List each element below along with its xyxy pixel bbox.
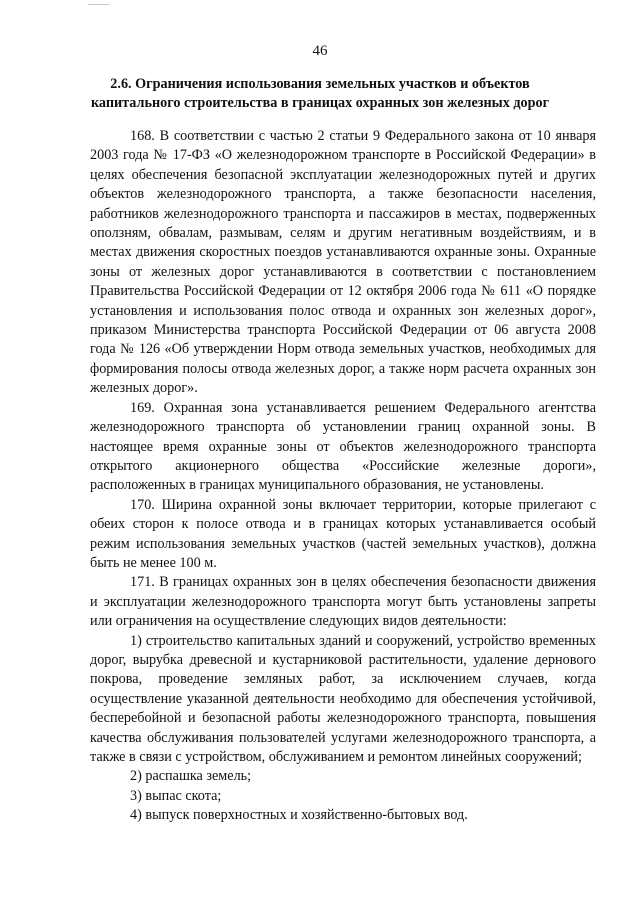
- paragraph-171: 171. В границах охранных зон в целях обеспечения безопасности движения и эксплуатации железнодорожного транспорта могут быть установлены запреты или ограничения на осуществление следующих видов деятельности:: [90, 574, 596, 630]
- section-title: 2.6. Ограничения использования земельных участков и объектов капитального строительства в границах охранных зон железных дорог: [90, 76, 550, 111]
- list-item-2: 2) распашка земель;: [130, 768, 252, 785]
- paragraph-168: 168. В соответствии с частью 2 статьи 9 Федерального закона от 10 января 2003 года № 17-ФЗ «О железнодорожном транспорте в Российской Федерации» в целях обеспечения безопасной эксплуатации железнодорожных путей и других объектов железнодорожного транспорта, а также безопасности населения, работников железнодорожного транспорта и пассажиров в местах, подверженных оползням, обвалам, размывам, селям и другим негативным воздействиям, и в местах движения скоростных поездов устанавливаются охранные зоны. Охранные зоны от железных дорог устанавливаются в соответствии с постановлением Правительства Российской Федерации от 12 октября 2006 года № 611 «О порядке установления и использования полос отвода и охранных зон железных дорог», приказом Министерства транспорта Российской Федерации от 06 августа 2008 года № 126 «Об утверждении Норм отвода земельных участков, необходимых для формирования полосы отвода железных дорог, а также норм расчета охранных зон железных дорог».: [90, 128, 596, 397]
- paragraph-170: 170. Ширина охранной зоны включает территории, которые прилегают с обеих сторон к полосе отвода и в границах которых устанавливается особый режим использования земельных участков (частей земельных участков), должна быть не менее 100 м.: [90, 496, 596, 571]
- document-body: [90, 127, 596, 826]
- page-number: 46: [312, 43, 328, 59]
- list-item-3: 3) выпас скота;: [130, 787, 222, 804]
- scan-artifact-mark: [88, 4, 110, 5]
- list-item-4: 4) выпуск поверхностных и хозяйственно-бытовых вод.: [130, 807, 468, 824]
- paragraph-169: 169. Охранная зона устанавливается решением Федерального агентства железнодорожного транспорта об установлении границ охранной зоны. В настоящее время охранные зоны от объектов железнодорожного транспорта открытого акционерного общества «Российские железные дороги», расположенных в границах муниципального образования, не установлены.: [90, 399, 596, 494]
- list-item-1: 1) строительство капитальных зданий и сооружений, устройство временных дорог, вырубка древесной и кустарниковой растительности, удаление дернового покрова, проведение земляных работ, за исключением случаев, когда осуществление указанной деятельности необходимо для обеспечения устойчивой, бесперебойной и безопасной работы железнодорожного транспорта, повышения качества обслуживания пользователей услугами железнодорожного транспорта, а также в связи с устройством, обслуживанием и ремонтом линейных сооружений;: [90, 632, 596, 765]
